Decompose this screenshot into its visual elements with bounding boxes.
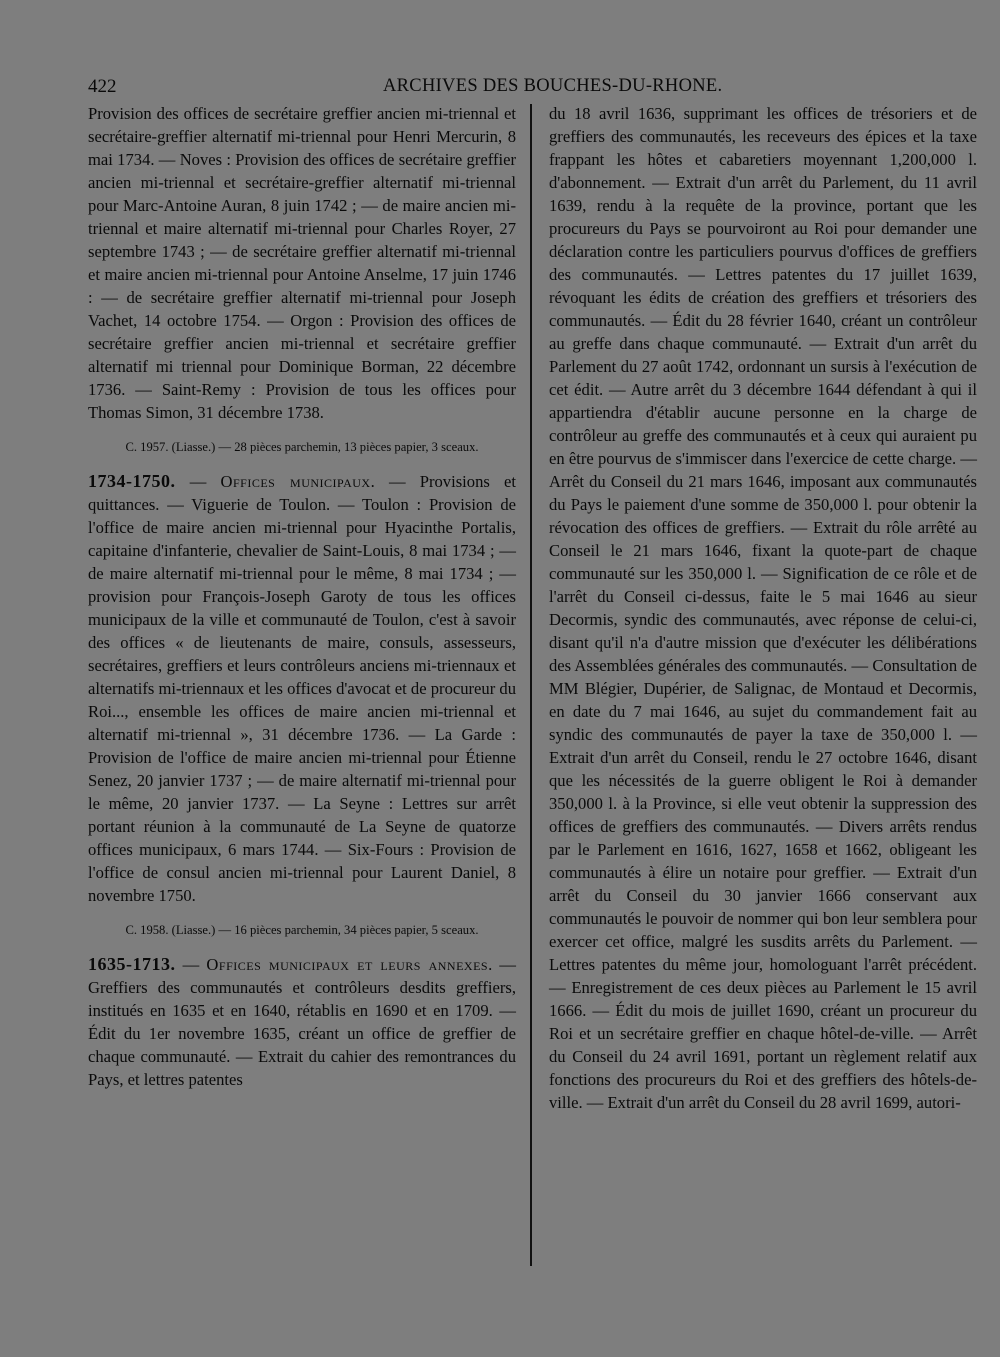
continuation-paragraph: Provision des offices de secrétaire greffier ancien mi-triennal et secrétaire-greffier alternatif mi-triennal pour Henri Mercurin, 8 mai 1734. — Noves : Provision des offices de secrétaire greffier ancien mi-triennal et secrétaire-greffier alternatif mi-triennal pour Marc-Antoine Auran, 8 juin 1742 ; — de maire ancien mi-triennal et maire alternatif mi-triennal pour Charles Royer, 27 septembre 1743 ; — de secrétaire greffier alternatif mi-triennal et maire ancien mi-triennal pour Antoine Anselme, 17 juin 1746 : — de secrétaire greffier alternatif mi-triennal pour Joseph Vachet, 14 octobre 1754. — Orgon : Provision des offices de secrétaire greffier ancien mi-triennal et secrétaire greffier alternatif mi triennal pour Dominique Borman, 22 décembre 1736. — Saint-Remy : Provision de tous les offices pour Thomas Simon, 31 décembre 1738. — [88, 104, 516, 422]
entry-subject: Offices municipaux — [220, 472, 371, 491]
column-divider — [530, 104, 532, 1266]
right-column-paragraph: du 18 avril 1636, supprimant les offices de trésoriers et de greffiers des communautés, les receveurs des épices et la taxe frappant les hôtes et cabaretiers moyennant 1,200,000 l. d'abonnement. — Extrait d'un arrêt du Parlement, du 11 avril 1639, rendu à la requête de la province, portant que les procureurs du Pays se pourvoiront au Roi pour demander une déclaration contre les particuliers pourvus d'offices de greffiers des communautés. — Lettres patentes du 17 juillet 1639, révoquant les édits de création des greffiers et trésoriers des communautés. — Édit du 28 février 1640, créant un contrôleur au greffe dans chaque communauté. — Extrait d'un arrêt du Parlement du 27 août 1742, ordonnant un sursis à l'exécution de cet édit. — Autre arrêt du 3 décembre 1644 défendant à qui il appartiendra d'établir aucune personne en la charge de contrôleur au greffe des communautés et à ceux qui auraient pu en être pourvus de s'immiscer dans l'exercice de cette charge. — Arrêt du Conseil du 21 mars 1646, imposant aux communautés du Pays le paiement d'une somme de 350,000 l. pour obtenir la révocation des offices de greffiers. — Extrait du rôle arrêté au Conseil le 21 mars 1646, fixant la quote-part de chaque communauté sur les 350,000 l. — Signification de ce rôle et de l'arrêt du Conseil ci-dessus, faite le 5 mai 1646 au sieur Decormis, syndic des communautés, avec réponse de celui-ci, disant qu'il n'a d'autre mission que d'exécuter les délibérations des Assemblées générales des communautés. — Consultation de MM Blégier, Dupérier, de Salignac, de Montaud et Decormis, en date du 7 mai 1646, au sujet du commandement fait au syndic des communautés de payer la taxe de 350,000 l. — Extrait d'un arrêt du Conseil, rendu le 27 octobre 1646, disant que les nécessités de la guerre obligent le Roi à demander 350,000 l. à la Province, si elle veut obtenir la suppression des offices de greffiers des communautés. — Divers arrêts rendus par le Parlement en 1616, 1627, 1658 et 1662, obligeant les communautés à élire un notaire pour greffier. — Extrait d'un arrêt du Conseil du 30 janvier 1666 conservant aux communautés le pouvoir de nommer qui bon leur semblera pour exercer cet office, malgré les susdits arrêts du Parlement. — Lettres patentes du même jour, homologuant l'arrêt précédent. — Enregistrement de ces deux pièces au Parlement le 15 avril 1666. — Édit du mois de juillet 1690, créant un procureur du Roi et un secrétaire greffier en chaque hôtel-de-ville. — Arrêt du Conseil du 24 avril 1691, portant un règlement relatif aux fonctions des procureurs du Roi et des greffiers des hôtels-de-ville. — Extrait d'un arrêt du Conseil du 28 avril 1699, autori- — [549, 104, 977, 1112]
entry-1635-1713: 1635-1713. — Offices municipaux et leurs annexes. — Greffiers des communautés et contrôleurs desdits greffiers, institués en 1635 et en 1640, rétablis en 1690 et en 1709. — Édit du 1er novembre 1635, créant un office de greffier de chaque communauté. — Extrait du cahier des remontrances du Pays, et lettres patentes — [88, 954, 516, 1089]
entry-date: 1734-1750. — [88, 471, 176, 491]
running-head — [88, 76, 988, 102]
entry-text: . — Provisions et quittances. — Viguerie de Toulon. — Toulon : Provision de l'office de maire ancien mi-triennal pour Hyacinthe Portalis, capitaine d'infanterie, chevalier de Saint-Louis, 8 mai 1734 ; — de maire alternatif mi-triennal pour le même, 8 mai 1734 ; — provision pour François-Joseph Garoty de tous les offices municipaux de la ville et communauté de Toulon, c'est à savoir des offices « de lieutenants de maire, consuls, assesseurs, secrétaires, greffiers et leurs contrôleurs anciens mi-triennaux et alternatifs mi-triennaux et les offices d'avocat et de procureur du Roi..., ensemble les offices de maire ancien mi-triennal et alternatif mi-triennal », 31 décembre 1736. — La Garde : Provision de l'office de maire ancien mi-triennal pour Étienne Senez, 20 janvier 1737 ; — de maire alternatif mi-triennal pour le même, 20 janvier 1737. — La Seyne : Lettres sur arrêt portant réunion à la communauté de La Seyne de quatorze offices municipaux, 6 mars 1744. — Six-Fours : Provision de l'office de consul ancien mi-triennal pour Laurent Daniel, 8 novembre 1750. — [88, 472, 516, 905]
entry-date: 1635-1713. — [88, 954, 176, 974]
page-number: 422 — [88, 76, 117, 97]
archive-reference-1958: C. 1958. (Liasse.) — 16 pièces parchemin, 34 pièces papier, 5 sceaux. — [125, 923, 479, 937]
right-column — [549, 102, 977, 1114]
left-column — [88, 102, 516, 1091]
running-title: ARCHIVES DES BOUCHES-DU-RHONE. — [383, 76, 723, 96]
archive-reference-1957: C. 1957. (Liasse.) — 28 pièces parchemin, 13 pièces papier, 3 sceaux. — [125, 440, 479, 454]
entry-subject: Offices municipaux et leurs annexes — [206, 955, 489, 974]
entry-text: . — Greffiers des communautés et contrôleurs desdits greffiers, institués en 1635 et en 1640, rétablis en 1690 et en 1709. — Édit du 1er novembre 1635, créant un office de greffier de chaque communauté. — Extrait du cahier des remontrances du Pays, et lettres patentes — [88, 955, 516, 1089]
entry-1734-1750: 1734-1750. — Offices municipaux. — Provisions et quittances. — Viguerie de Toulon. — Toulon : Provision de l'office de maire ancien mi-triennal pour Hyacinthe Portalis, capitaine d'infanterie, chevalier de Saint-Louis, 8 mai 1734 ; — de maire alternatif mi-triennal pour le même, 8 mai 1734 ; — provision pour François-Joseph Garoty de tous les offices municipaux de la ville et communauté de Toulon, c'est à savoir des offices « de lieutenants de maire, consuls, assesseurs, secrétaires, greffiers et leurs contrôleurs anciens mi-triennaux et alternatifs mi-triennaux et les offices d'avocat et de procureur du Roi..., ensemble les offices de maire ancien mi-triennal et alternatif mi-triennal », 31 décembre 1736. — La Garde : Provision de l'office de maire ancien mi-triennal pour Étienne Senez, 20 janvier 1737 ; — de maire alternatif mi-triennal pour le même, 20 janvier 1737. — La Seyne : Lettres sur arrêt portant réunion à la communauté de La Seyne de quatorze offices municipaux, 6 mars 1744. — Six-Fours : Provision de l'office de consul ancien mi-triennal pour Laurent Daniel, 8 novembre 1750. — [88, 471, 516, 905]
